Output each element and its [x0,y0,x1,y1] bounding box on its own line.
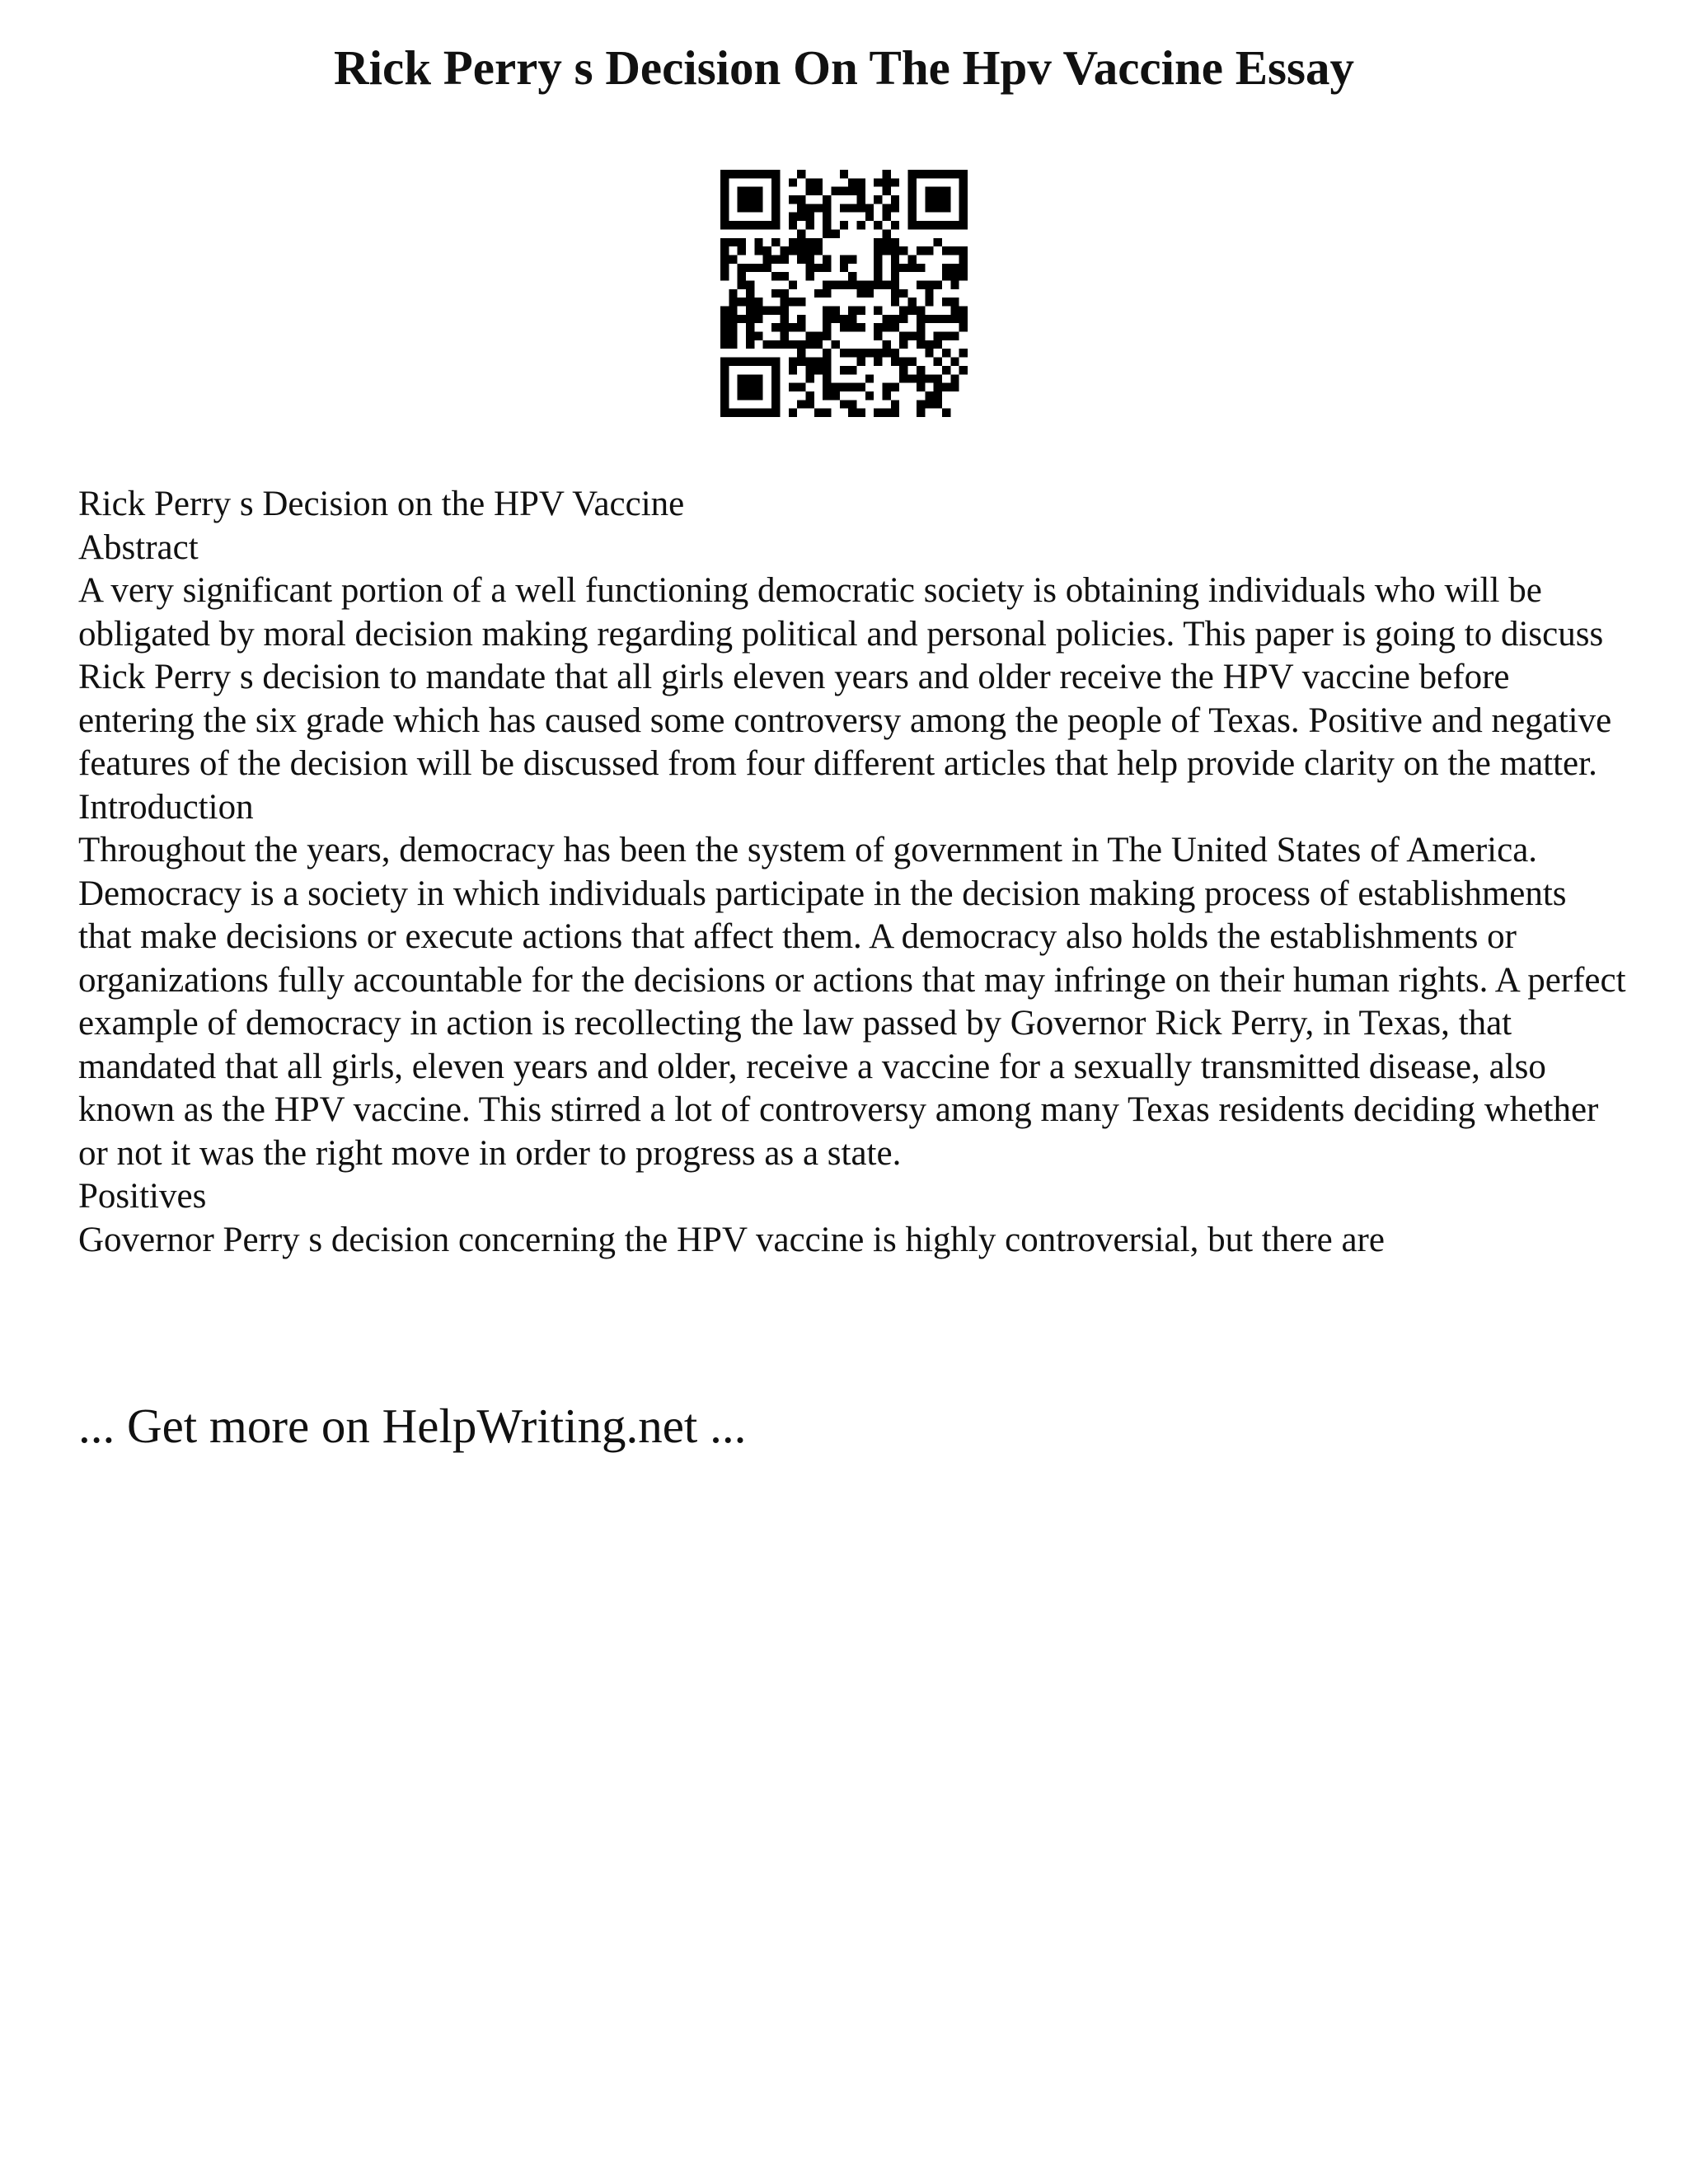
section-body-abstract: A very significant portion of a well functioning democratic society is obtaining individuals who will be obligated by moral decision making regarding political and personal policies. This paper is going to discuss Rick Perry s decision to mandate that all girls eleven years and older receive the HPV vaccine before entering the six grade which has caused some controversy among the people of Texas. Positive and negative features of the decision will be discussed from four different articles that help provide clarity on the matter. [78,571,1612,783]
section-body-positives: Governor Perry s decision concerning the HPV vaccine is highly controversial, but there are [78,1220,1385,1259]
page-title: Rick Perry s Decision On The Hpv Vaccine Essay [334,40,1354,95]
essay-body [78,483,1628,1262]
get-more-link[interactable]: ... Get more on HelpWriting.net ... [78,1399,747,1453]
section-heading-positives: Positives [78,1177,207,1216]
section-body-introduction: Throughout the years, democracy has been the system of government in The United States of America. Democracy is a society in which individuals participate in the decision making process of establishments that make decisions or execute actions that affect them. A democracy also holds the establishments or organizations fully accountable for the decisions or actions that may infringe on their human rights. A perfect example of democracy in action is recollecting the law passed by Governor Rick Perry, in Texas, that mandated that all girls, eleven years and older, receive a vaccine for a sexually transmitted disease, also known as the HPV vaccine. This stirred a lot of controversy among many Texas residents deciding whether or not it was the right move in order to progress as a state. [78,831,1626,1173]
section-heading-introduction: Introduction [78,787,254,827]
qr-code-icon [720,170,968,417]
section-heading-abstract: Abstract [78,527,199,567]
essay-heading: Rick Perry s Decision on the HPV Vaccine [78,485,685,523]
